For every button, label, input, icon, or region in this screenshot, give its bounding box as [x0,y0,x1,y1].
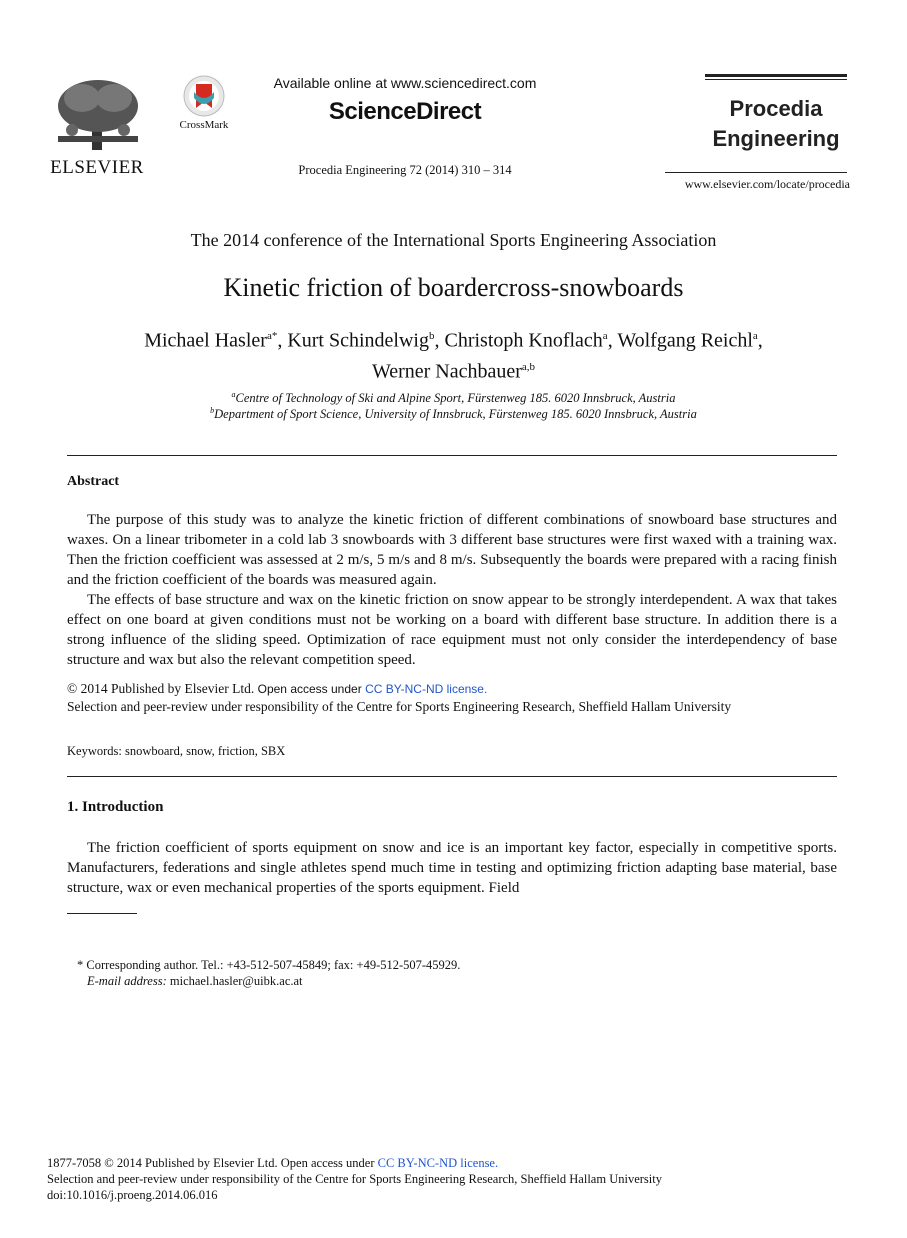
footer-license-link[interactable]: CC BY-NC-ND license. [377,1156,499,1170]
copyright-line: © 2014 Published by Elsevier Ltd. Open access under CC BY-NC-ND license. [67,681,488,696]
email-link[interactable]: michael.hasler@uibk.ac.at [169,974,303,988]
section-heading-introduction: 1. Introduction [67,799,164,815]
journal-logo-line1: Procedia [729,96,823,121]
corresponding-author-footnote: * Corresponding author. Tel.: +43-512-507-45849; fax: +49-512-507-45929. [77,958,461,972]
author-name: Christoph Knoflach [444,329,603,352]
abstract-heading: Abstract [67,474,120,489]
journal-logo-rule-thin [705,79,847,80]
journal-logo [705,94,847,154]
footer-doi[interactable]: doi:10.1016/j.proeng.2014.06.016 [47,1188,218,1202]
author-name: Wolfgang Reichl [617,329,753,352]
author-name: Werner Nachbauer [371,360,522,383]
journal-url[interactable]: www.elsevier.com/locate/procedia [684,177,850,191]
affiliation-b: $^b$Department of Sport Science, University of Innsbruck, Fürstenweg 185. 6020 Innsbruck, Austria [210,406,697,422]
crossmark-label: CrossMark [179,119,229,131]
footer-issn-line: 1877-7058 © 2014 Published by Elsevier Ltd. Open access under CC BY-NC-ND license. [47,1156,499,1170]
author-affiliation-mark: a,b [521,360,536,373]
abstract-paragraph: The effects of base structure and wax on the kinetic friction on snow appear to be strongly interdependent. A wax that takes effect on one board at given conditions must not be working on a board with different base structure. In addition there is a strong influence of the sliding speed. Optimization of race equipment must not only consider the interdependency of base structure and wax but also the relevant competition speed. [67,592,837,668]
footnote-rule [67,913,137,914]
author-affiliation-mark: a [602,330,608,342]
footer-peer-review: Selection and peer-review under responsibility of the Centre for Sports Engineering Research, Sheffield Hallam University [47,1172,662,1186]
author-name: Michael Hasler [144,329,267,352]
author-name: Kurt Schindelwig [287,329,429,352]
publisher-wordmark: ELSEVIER [50,157,144,178]
sciencedirect-logo[interactable]: ScienceDirect [328,98,482,125]
paper-title: Kinetic friction of boardercross-snowboards [223,273,684,302]
affiliation-a: $^a$Centre of Technology of Ski and Alpine Sport, Fürstenweg 185. 6020 Innsbruck, Austria [231,390,676,406]
divider [67,455,837,456]
author-affiliation-mark: b [428,330,435,342]
elsevier-tree-logo [52,76,144,154]
author-affiliation-mark: a [752,330,758,342]
peer-review-statement: Selection and peer-review under responsibility of the Centre for Sports Engineering Research, Sheffield Hallam University [67,699,732,714]
author-affiliation-mark: a* [266,330,278,342]
journal-logo-rule [705,74,847,77]
divider [67,776,837,777]
email-footnote: E-mail address: michael.hasler@uibk.ac.at [87,974,303,988]
author-list: Michael Hasler$^{a*}$, Kurt Schindelwig$^b$, Christoph Knoflach$^a$, Wolfgang Reichl$^a$, Werner Nachbauer$^{a,b}$ [144,329,763,383]
license-link[interactable]: CC BY-NC-ND license. [365,682,488,696]
abstract-paragraph: The purpose of this study was to analyze the kinetic friction of different combinations of snowboard base structures and waxes. On a linear tribometer in a cold lab 3 snowboards with 3 different base structures were first waxed with a training wax. Then the friction coefficient was assessed at 2 m/s, 5 m/s and 8 m/s. Subsequently the boards were prepared with a racing finish and the friction coefficient of the boards was measured again. [67,512,837,588]
introduction-paragraph: The friction coefficient of sports equipment on snow and ice is an important key factor, especially in competitive sports. Manufacturers, federations and single athletes spend much time in testing and optimizing friction adapting base material, base structure, wax or even mechanical properties of the sports equipment. Field [67,840,837,896]
available-online-text[interactable]: Available online at www.sciencedirect.com [273,75,537,91]
journal-reference: Procedia Engineering 72 (2014) 310 – 314 [298,163,512,177]
conference-name: The 2014 conference of the International Sports Engineering Association [190,230,717,250]
journal-url-rule [665,172,847,173]
keywords: Keywords: snowboard, snow, friction, SBX [67,744,286,758]
journal-logo-line2: Engineering [712,126,840,151]
